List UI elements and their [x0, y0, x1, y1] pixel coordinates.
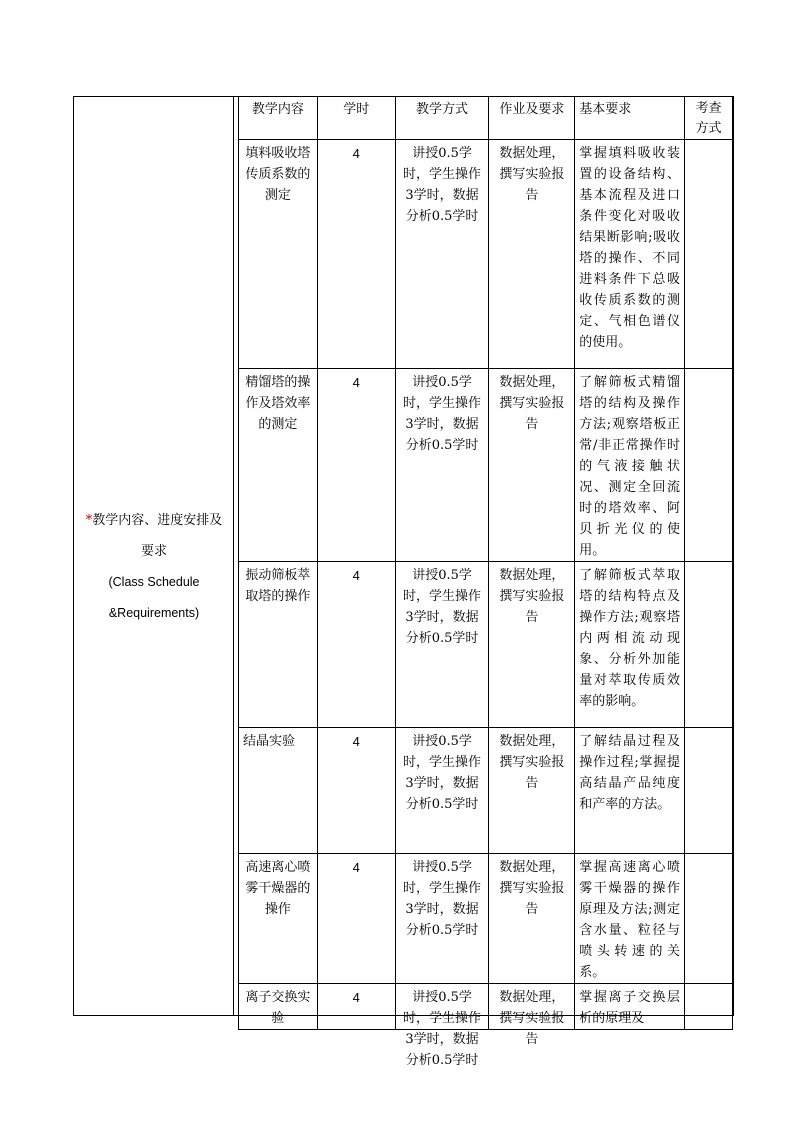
content-table — [238, 96, 733, 1068]
row-homework: 数据处理，撰写实验报告 — [489, 854, 575, 984]
row-homework: 数据处理，撰写实验报告 — [489, 562, 575, 728]
row-method: 讲授0.5学时，学生操作3学时，数据分析0.5学时 — [395, 562, 489, 728]
row-exam — [685, 854, 733, 984]
section-label-en-2: &Requirements) — [108, 606, 200, 620]
row-exam-text — [689, 987, 728, 1029]
row-method: 讲授0.5学时，学生操作3学时，数据分析0.5学时 — [395, 140, 489, 369]
table-row — [239, 728, 733, 854]
row-method-text: 讲授0.5学时，学生操作3学时，数据分析0.5学时 — [403, 990, 482, 1068]
header-exam: 考查方式 — [685, 97, 733, 140]
row-topic — [239, 984, 318, 1030]
row-requirement-text: 掌握离子交换层析的原理及 — [579, 990, 681, 1026]
row-hours: 4 — [317, 140, 395, 369]
section-label-cn-2: 要求 — [140, 544, 167, 559]
header-topic: 教学内容 — [239, 97, 318, 140]
table-row — [239, 369, 733, 562]
row-hours — [317, 984, 395, 1030]
row-method: 讲授0.5学时，学生操作3学时，数据分析0.5学时 — [395, 728, 489, 854]
required-star: * — [85, 513, 93, 528]
row-method: 讲授0.5学时，学生操作3学时，数据分析0.5学时 — [395, 854, 489, 984]
row-hours: 4 — [317, 562, 395, 728]
row-requirement: 掌握填料吸收装置的设备结构、基本流程及进口条件变化对吸收结果断影响;吸收塔的操作、不同进料条件下总吸收传质系数的测定、气相色谱仪的使用。 — [575, 140, 685, 369]
row-requirement: 掌握高速离心喷雾干燥器的操作原理及方法;测定含水量、粒径与喷头转速的关系。 — [575, 854, 685, 984]
row-exam — [685, 728, 733, 854]
row-homework: 数据处理，撰写实验报告 — [489, 728, 575, 854]
header-row — [239, 97, 733, 140]
row-requirement — [575, 984, 685, 1030]
row-topic: 填料吸收塔传质系数的测定 — [239, 140, 318, 369]
row-homework: 数据处理，撰写实验报告 — [489, 140, 575, 369]
header-method: 教学方式 — [395, 97, 489, 140]
row-homework: 数据处理，撰写实验报告 — [489, 369, 575, 562]
table-row — [239, 854, 733, 984]
row-hours: 4 — [317, 369, 395, 562]
row-method — [395, 984, 489, 1068]
row-method: 讲授0.5学时，学生操作3学时，数据分析0.5学时 — [395, 369, 489, 562]
schedule-table — [73, 96, 734, 1068]
header-hours: 学时 — [317, 97, 395, 140]
row-exam — [685, 984, 733, 1030]
table-row — [239, 140, 733, 369]
table-row — [239, 984, 733, 1030]
row-homework-text: 数据处理，撰写实验报告 — [499, 990, 565, 1047]
section-label — [74, 505, 234, 629]
row-topic: 结晶实验 — [239, 728, 318, 854]
table-row — [239, 562, 733, 728]
row-topic: 高速离心喷雾干燥器的操作 — [239, 854, 318, 984]
section-label-en-1: (Class Schedule — [108, 575, 200, 589]
row-homework — [489, 984, 575, 1047]
row-topic: 精馏塔的操作及塔效率的测定 — [239, 369, 318, 562]
header-requirement: 基本要求 — [575, 97, 685, 140]
row-exam — [685, 140, 733, 369]
section-label-cell — [74, 97, 234, 1015]
row-exam — [685, 562, 733, 728]
section-label-cn: 教学内容、进度安排及 — [92, 513, 223, 528]
row-hours: 4 — [317, 728, 395, 854]
header-homework: 作业及要求 — [489, 97, 575, 140]
row-topic: 振动筛板萃取塔的操作 — [239, 562, 318, 728]
row-requirement: 了解结晶过程及操作过程;掌握提高结晶产品纯度和产率的方法。 — [575, 728, 685, 854]
row-requirement: 了解筛板式精馏塔的结构及操作方法;观察塔板正常/非正常操作时的气液接触状况、测定全回流时的塔效率、阿贝折光仪的使用。 — [575, 369, 685, 562]
row-topic-text: 离子交换实验 — [245, 990, 311, 1026]
row-requirement: 了解筛板式萃取塔的结构特点及操作方法;观察塔内两相流动现象、分析外加能量对萃取传质效率的影响。 — [575, 562, 685, 728]
row-hours: 4 — [317, 854, 395, 984]
row-exam — [685, 369, 733, 562]
row-hours-text: 4 — [352, 990, 360, 1005]
